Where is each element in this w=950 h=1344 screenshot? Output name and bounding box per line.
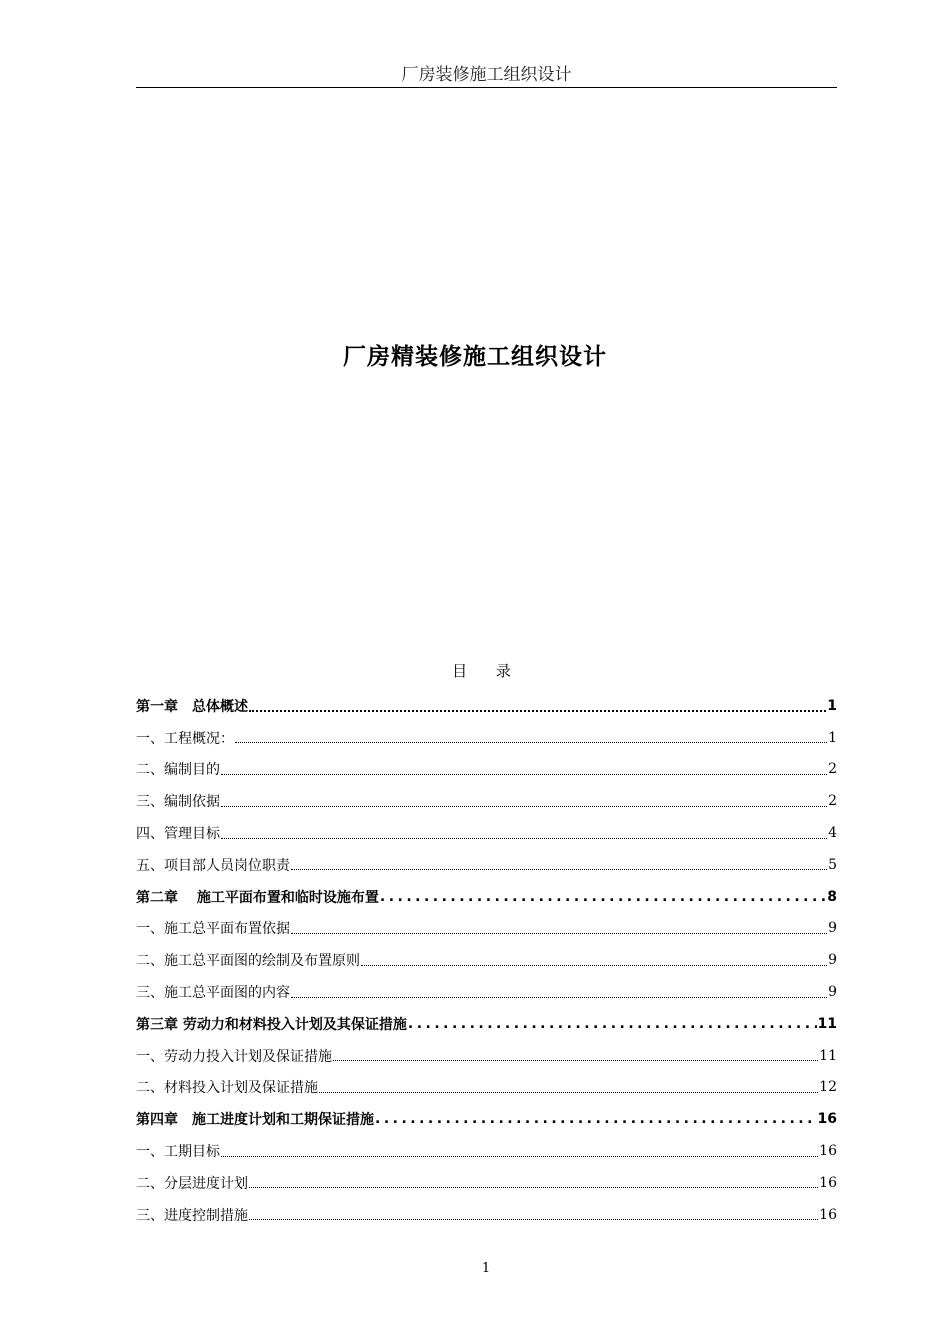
toc-entry-label: 二、分层进度计划 (136, 1175, 248, 1192)
toc-dot-leader (221, 774, 827, 775)
toc-entry-label: 第一章 总体概述 (136, 698, 248, 715)
toc-entry-page: 9 (828, 984, 837, 1001)
toc-entry-page: 16 (819, 1143, 837, 1160)
toc-entry[interactable] (136, 817, 837, 849)
toc-entry-page: 16 (817, 1111, 837, 1128)
toc-entry[interactable] (136, 849, 837, 881)
toc-entry[interactable] (136, 913, 837, 945)
toc-dot-leader (249, 1219, 818, 1220)
toc-entry-label: 二、编制目的 (136, 762, 220, 779)
toc-entry[interactable] (136, 944, 837, 976)
toc-entry-label: 三、施工总平面图的内容 (136, 985, 290, 1002)
toc-dot-leader (291, 997, 827, 998)
toc-entry-label: 第二章 施工平面布置和临时设施布置 (136, 889, 379, 906)
toc-entry[interactable] (136, 1135, 837, 1167)
toc-dot-leader (221, 838, 827, 839)
toc-entry-page: 9 (828, 920, 837, 937)
toc-entry-label: 第三章 劳动力和材料投入计划及其保证措施 (136, 1016, 407, 1033)
toc-entry-page: 4 (828, 825, 837, 842)
running-header: 厂房装修施工组织设计 (136, 64, 837, 88)
toc-dot-leader (408, 1016, 817, 1032)
toc-entry-page: 16 (819, 1174, 837, 1191)
toc-dot-leader (249, 710, 826, 712)
toc-dot-leader (319, 1092, 818, 1093)
toc-dot-leader (375, 1111, 817, 1127)
toc-entry[interactable] (136, 1167, 837, 1199)
toc-entry-label: 五、项目部人员岗位职责 (136, 857, 290, 874)
toc-entry[interactable] (136, 722, 837, 754)
toc-dot-leader (235, 742, 827, 743)
toc-entry-page: 8 (827, 888, 837, 905)
toc-entry-page: 1 (828, 729, 837, 746)
toc-dot-leader (221, 1156, 818, 1157)
toc-entry-page: 5 (828, 856, 837, 873)
toc-entry[interactable] (136, 1199, 837, 1231)
toc-dot-leader (291, 933, 827, 934)
toc-heading: 目 录 (452, 662, 523, 680)
toc-entry-page: 12 (819, 1079, 837, 1096)
toc-entry-label: 一、施工总平面布置依据 (136, 921, 290, 938)
toc-entry-label: 二、材料投入计划及保证措施 (136, 1080, 318, 1097)
toc-entry-page: 11 (819, 1047, 837, 1064)
toc-entry-chapter-1[interactable] (136, 690, 837, 722)
toc-entry-chapter-3[interactable] (136, 1008, 837, 1040)
toc-entry-label: 三、进度控制措施 (136, 1207, 248, 1224)
toc-entry-page: 1 (827, 697, 837, 714)
toc-entry-page: 2 (828, 761, 837, 778)
toc-entry-page: 9 (828, 952, 837, 969)
toc-entry[interactable] (136, 1072, 837, 1104)
document-title: 厂房精装修施工组织设计 (343, 344, 607, 370)
toc-dot-leader (333, 1060, 818, 1061)
toc-entry[interactable] (136, 976, 837, 1008)
toc-dot-leader (291, 869, 827, 870)
toc-entry-page: 11 (817, 1015, 837, 1032)
table-of-contents (136, 690, 837, 1231)
toc-entry-page: 16 (819, 1206, 837, 1223)
toc-entry[interactable] (136, 754, 837, 786)
toc-entry-label: 二、施工总平面图的绘制及布置原则 (136, 953, 360, 970)
toc-entry-chapter-4[interactable] (136, 1103, 837, 1135)
toc-entry-label: 一、劳动力投入计划及保证措施 (136, 1048, 332, 1065)
toc-dot-leader (361, 965, 827, 966)
toc-entry-label: 一、工程概况： (136, 730, 234, 747)
toc-entry-label: 第四章 施工进度计划和工期保证措施 (136, 1112, 374, 1129)
toc-entry-label: 四、管理目标 (136, 826, 220, 843)
toc-entry-label: 一、工期目标 (136, 1144, 220, 1161)
toc-entry-chapter-2[interactable] (136, 881, 837, 913)
footer-page-number: 1 (481, 1261, 491, 1276)
toc-entry-label: 三、编制依据 (136, 794, 220, 811)
toc-entry[interactable] (136, 785, 837, 817)
toc-entry-page: 2 (828, 793, 837, 810)
toc-dot-leader (221, 806, 827, 807)
toc-entry[interactable] (136, 1040, 837, 1072)
toc-dot-leader (380, 889, 826, 905)
toc-dot-leader (249, 1187, 818, 1188)
